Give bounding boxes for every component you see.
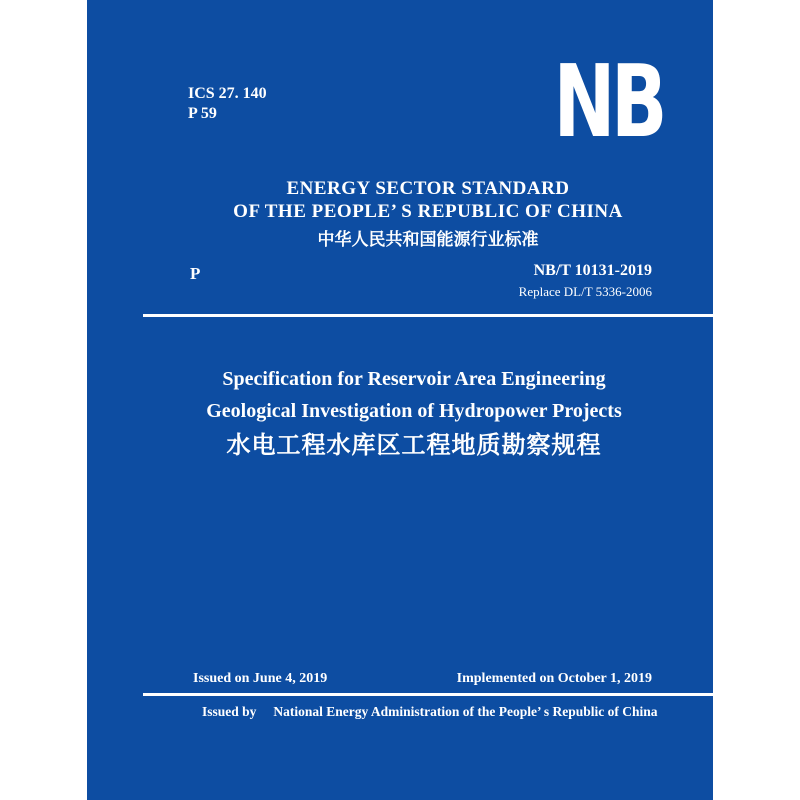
issued-date: Issued on June 4, 2019 (193, 671, 328, 686)
title-english-line2: Geological Investigation of Hydropower Projects (206, 400, 622, 422)
ics-classification-block (188, 84, 267, 124)
standard-heading (143, 177, 713, 251)
title-english-line1: Specification for Reservoir Area Engineering (222, 368, 606, 390)
doc-class-letter: P (190, 264, 201, 283)
dates-row (143, 670, 713, 688)
standard-number: NB/T 10131-2019 (533, 262, 652, 279)
china-class-code: P 59 (188, 105, 217, 122)
replaced-standard-note: Replace DL/T 5336-2006 (518, 284, 652, 299)
standard-designation (519, 261, 652, 299)
bottom-divider-rule (143, 693, 713, 696)
standard-cover (87, 0, 713, 800)
top-divider-rule (143, 314, 713, 317)
title-chinese: 水电工程水库区工程地质勘察规程 (226, 433, 602, 459)
issuer-row (143, 703, 713, 721)
nb-logo: NB (553, 43, 663, 160)
standard-title (115, 363, 713, 461)
issuer-name: National Energy Administration of the People’ s Republic of China (273, 704, 658, 719)
implemented-date: Implemented on October 1, 2019 (456, 671, 652, 686)
ics-code: ICS 27. 140 (188, 85, 267, 102)
heading-line3-chinese: 中华人民共和国能源行业标准 (317, 230, 539, 249)
heading-line2: OF THE PEOPLE’ S REPUBLIC OF CHINA (233, 201, 623, 222)
heading-line1: ENERGY SECTOR STANDARD (286, 178, 570, 199)
issued-by-label: Issued by (202, 704, 257, 719)
